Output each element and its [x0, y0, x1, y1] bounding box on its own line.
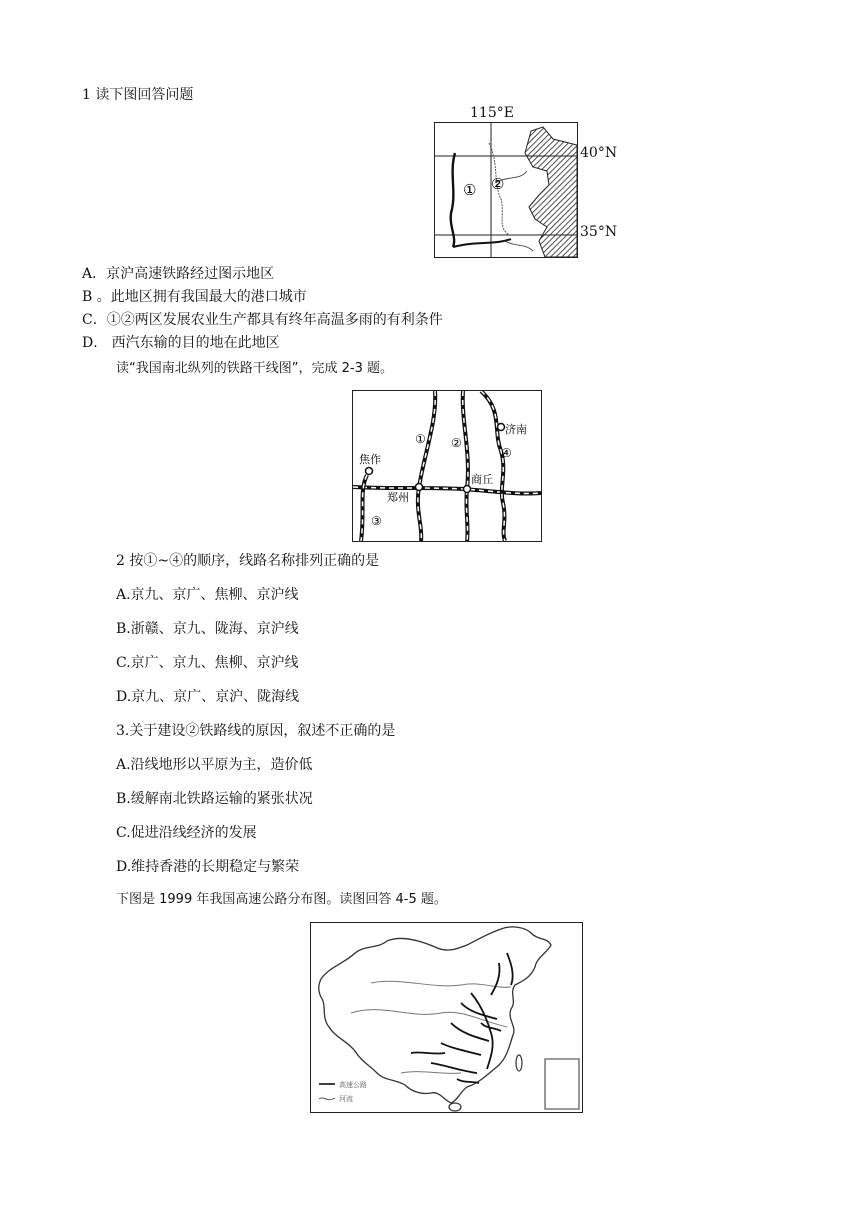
- marker-2: ②: [451, 436, 462, 450]
- city-jinan-label: 济南: [505, 423, 527, 436]
- legend-highway-label: 高速公路: [339, 1081, 367, 1089]
- city-shangqiu-label: 商丘: [471, 473, 493, 486]
- q1-option-d: D． 西汽东输的目的地在此地区: [82, 335, 280, 351]
- river-yellow: [371, 981, 511, 987]
- marker-3: ③: [371, 514, 382, 528]
- south-sea-inset: [545, 1059, 579, 1109]
- marker-4: ④: [501, 446, 512, 460]
- city-zhengzhou-dot: [416, 484, 423, 491]
- q2-option-b: B.浙赣、京九、陇海、京沪线: [116, 621, 299, 637]
- city-jiaozuo-dot: [366, 468, 373, 475]
- rail-intro: 读“我国南北纵列的铁路干线图”，完成 2-3 题。: [116, 361, 393, 376]
- q1-region-map: [434, 122, 578, 258]
- boundary-west: [451, 153, 455, 247]
- q1-stem: 1 读下图回答问题: [82, 87, 194, 103]
- q3-option-c: C.促进沿线经济的发展: [116, 825, 257, 841]
- q2-option-a: A.京九、京广、焦柳、京沪线: [116, 587, 299, 603]
- river-pearl: [401, 1072, 461, 1074]
- highway-map: [310, 922, 583, 1113]
- province-boundary-3: [505, 241, 533, 251]
- legend-river-label: 河流: [339, 1095, 353, 1103]
- city-shangqiu-dot: [464, 486, 471, 493]
- q3-option-b: B.缓解南北铁路运输的紧张状况: [116, 791, 313, 807]
- q1-option-a: A．京沪高速铁路经过图示地区: [82, 266, 275, 282]
- highway-network: [411, 953, 513, 1083]
- railway-map: [352, 390, 542, 542]
- q3-option-a: A.沿线地形以平原为主，造价低: [116, 757, 313, 773]
- boundary-south: [453, 239, 511, 247]
- q3-option-d: D.维持香港的长期稳定与繁荣: [116, 859, 300, 875]
- legend-river-swatch: [319, 1098, 335, 1100]
- taiwan-island: [516, 1055, 522, 1071]
- city-jinan-dot: [498, 424, 505, 431]
- q2-option-c: C.京广、京九、焦柳、京沪线: [116, 655, 299, 671]
- marker-1: ①: [415, 432, 426, 446]
- region-2-label: ②: [491, 175, 505, 193]
- city-jiaozuo-label: 焦作: [359, 453, 381, 466]
- sea-area: [525, 127, 577, 257]
- q2-stem: 2 按①~④的顺序，线路名称排列正确的是: [116, 553, 380, 569]
- highway-intro: 下图是 1999 年我国高速公路分布图。读图回答 4-5 题。: [116, 892, 447, 907]
- china-outline: [319, 927, 551, 1103]
- q2-option-d: D.京九、京广、京沪、陇海线: [116, 689, 300, 705]
- lat-top-label: 40°N: [580, 145, 618, 161]
- rail-line-4: [481, 391, 505, 541]
- q1-option-c: C．①②两区发展农业生产都具有终年高温多雨的有利条件: [82, 312, 443, 328]
- rail-line-1: [418, 391, 435, 541]
- city-zhengzhou-label: 郑州: [387, 491, 409, 504]
- q1-option-b: B 。此地区拥有我国最大的港口城市: [82, 289, 307, 305]
- lon-label: 115°E: [470, 105, 514, 121]
- q3-stem: 3.关于建设②铁路线的原因，叙述不正确的是: [116, 723, 396, 739]
- region-1-label: ①: [463, 181, 477, 199]
- hainan-island: [449, 1103, 461, 1111]
- lat-bottom-label: 35°N: [580, 224, 618, 240]
